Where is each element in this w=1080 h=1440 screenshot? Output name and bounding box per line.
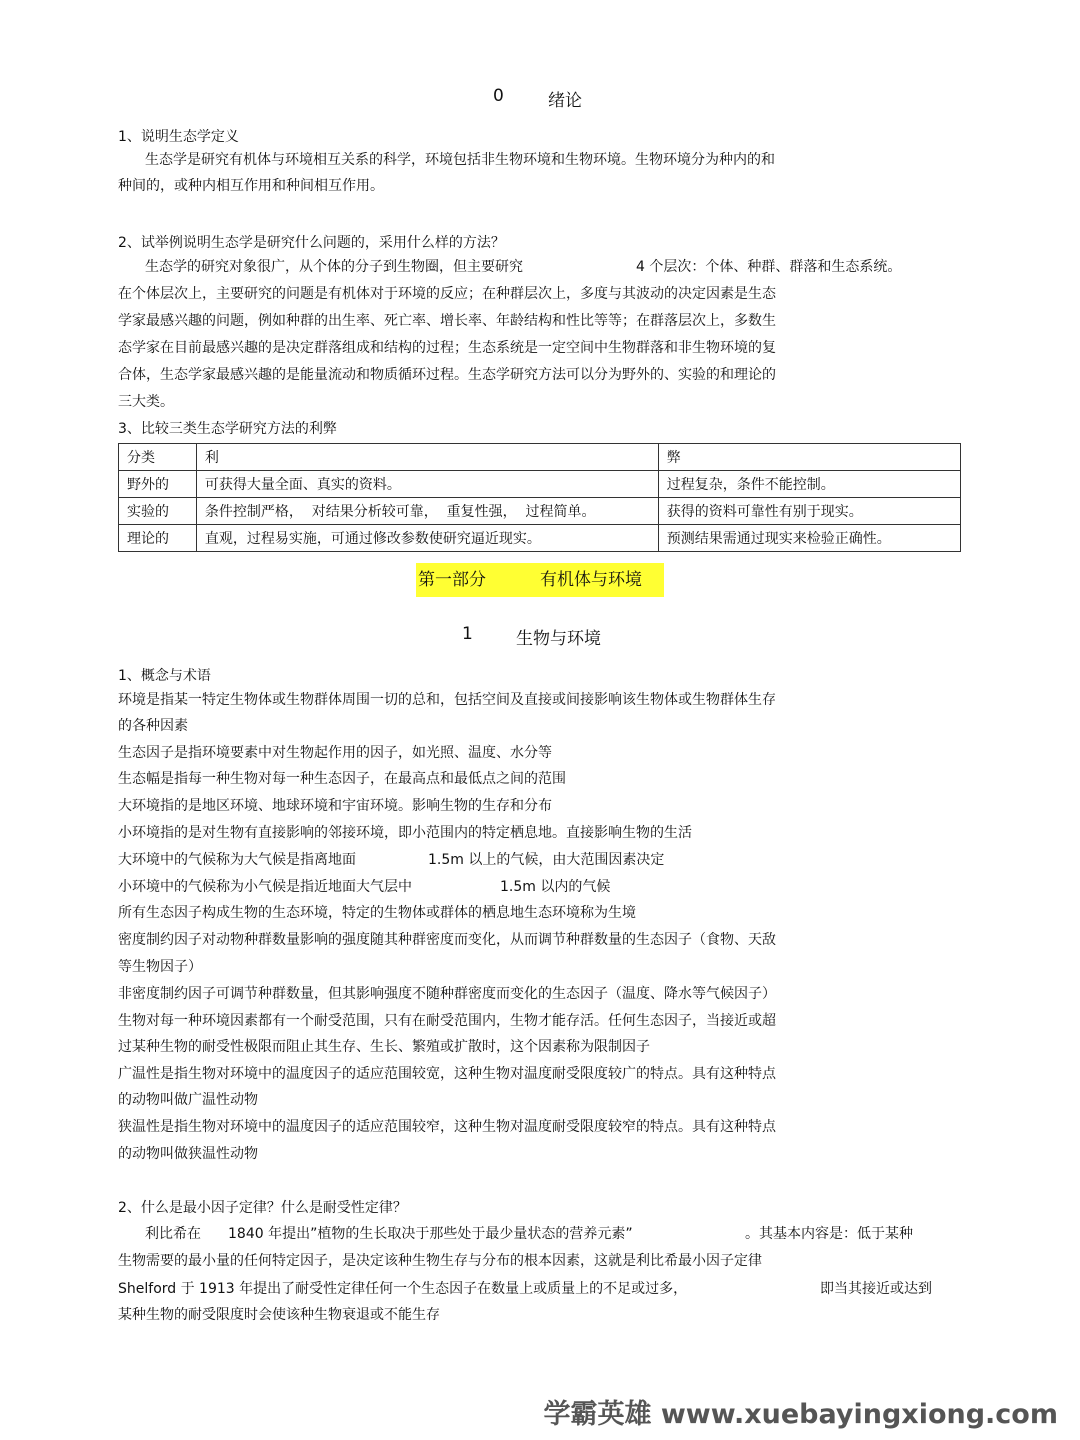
- table-cell: 获得的资料可靠性有别于现实。: [658, 498, 960, 525]
- section-title: 绪论: [548, 91, 582, 111]
- paragraph-line: 的各种因素: [118, 718, 188, 734]
- paragraph-line: 4 个层次：个体、种群、群落和生态系统。: [636, 259, 902, 275]
- table-cell: 预测结果需通过现实来检验正确性。: [658, 525, 960, 552]
- paragraph-line: 大环境中的气候称为大气候是指离地面: [118, 852, 356, 868]
- paragraph-line: Shelford 于 1913 年提出了耐受性定律任何一个生态因子在数量上或质量上的不足或过多，: [118, 1281, 688, 1297]
- part-title: 有机体与环境: [540, 570, 642, 590]
- table-header-cell: 分类: [119, 444, 197, 471]
- paragraph-line: 生态幅是指每一种生物对每一种生态因子，在最高点和最低点之间的范围: [118, 771, 566, 787]
- comparison-table: [118, 443, 961, 552]
- chapter-number: 1: [462, 624, 473, 644]
- chapter-title: 生物与环境: [516, 629, 601, 649]
- part-banner: [416, 563, 664, 597]
- paragraph-line: 生物对每一种环境因素都有一个耐受范围，只有在耐受范围内，生物才能存活。任何生态因子，当接近或超: [118, 1013, 776, 1029]
- table-row: [119, 525, 961, 552]
- table-cell: 可获得大量全面、真实的资料。: [196, 471, 658, 498]
- question-heading: 3、比较三类生态学研究方法的利弊: [118, 421, 337, 437]
- paragraph-line: 广温性是指生物对环境中的温度因子的适应范围较宽，这种生物对温度耐受限度较广的特点。具有这种特点: [118, 1066, 776, 1082]
- table-cell: 条件控制严格， 对结果分析较可靠， 重复性强， 过程简单。: [196, 498, 658, 525]
- paragraph-line: 种间的，或种内相互作用和种间相互作用。: [118, 178, 384, 194]
- paragraph-line: 学家最感兴趣的问题，例如种群的出生率、死亡率、增长率、年龄结构和性比等等；在群落层次上，多数生: [118, 313, 776, 329]
- table-cell: 野外的: [119, 471, 197, 498]
- table-cell: 实验的: [119, 498, 197, 525]
- part-label: 第一部分: [418, 570, 486, 590]
- question-heading: 1、说明生态学定义: [118, 129, 239, 145]
- paragraph-line: 小环境指的是对生物有直接影响的邻接环境，即小范围内的特定栖息地。直接影响生物的生活: [118, 825, 692, 841]
- paragraph-line: 即当其接近或达到: [820, 1281, 932, 1297]
- paragraph-line: 1.5m 以上的气候，由大范围因素决定: [428, 852, 665, 868]
- paragraph-line: 。其基本内容是：低于某种: [745, 1226, 913, 1242]
- paragraph-line: 大环境指的是地区环境、地球环境和宇宙环境。影响生物的生存和分布: [118, 798, 552, 814]
- paragraph-line: 生态学的研究对象很广，从个体的分子到生物圈，但主要研究: [145, 259, 523, 275]
- paragraph-line: 等生物因子）: [118, 959, 202, 975]
- paragraph-line: 1.5m 以内的气候: [500, 879, 611, 895]
- paragraph-line: 狭温性是指生物对环境中的温度因子的适应范围较窄，这种生物对温度耐受限度较窄的特点。具有这种特点: [118, 1119, 776, 1135]
- table-cell: 直观，过程易实施，可通过修改参数使研究逼近现实。: [196, 525, 658, 552]
- paragraph-line: 合体，生态学家最感兴趣的是能量流动和物质循环过程。生态学研究方法可以分为野外的、实验的和理论的: [118, 367, 776, 383]
- paragraph-line: 生态因子是指环境要素中对生物起作用的因子，如光照、温度、水分等: [118, 745, 552, 761]
- paragraph-line: 在个体层次上，主要研究的问题是有机体对于环境的反应；在种群层次上，多度与其波动的决定因素是生态: [118, 286, 776, 302]
- paragraph-line: 生物需要的最小量的任何特定因子，是决定该种生物生存与分布的根本因素，这就是利比希最小因子定律: [118, 1253, 762, 1269]
- paragraph-line: 密度制约因子对动物种群数量影响的强度随其种群密度而变化，从而调节种群数量的生态因子（食物、天敌: [118, 932, 776, 948]
- paragraph-line: 三大类。: [118, 394, 174, 410]
- question-heading: 1、概念与术语: [118, 668, 211, 684]
- table-row: [119, 471, 961, 498]
- paragraph-line: 的动物叫做广温性动物: [118, 1092, 258, 1108]
- paragraph-line: 态学家在目前最感兴趣的是决定群落组成和结构的过程；生态系统是一定空间中生物群落和非生物环境的复: [118, 340, 776, 356]
- paragraph-line: 的动物叫做狭温性动物: [118, 1146, 258, 1162]
- paragraph-line: 过某种生物的耐受性极限而阻止其生存、生长、繁殖或扩散时，这个因素称为限制因子: [118, 1039, 650, 1055]
- paragraph-line: 非密度制约因子可调节种群数量，但其影响强度不随种群密度而变化的生态因子（温度、降水等气候因子）: [118, 986, 776, 1002]
- table-header-row: [119, 444, 961, 471]
- table-header-cell: 利: [196, 444, 658, 471]
- watermark: 学霸英雄 www.xuebayingxiong.com: [543, 1399, 1058, 1430]
- table-cell: 理论的: [119, 525, 197, 552]
- paragraph-line: 生态学是研究有机体与环境相互关系的科学，环境包括非生物环境和生物环境。生物环境分为种内的和: [145, 152, 775, 168]
- section-number: 0: [493, 86, 504, 106]
- question-heading: 2、试举例说明生态学是研究什么问题的，采用什么样的方法？: [118, 235, 505, 251]
- table-row: [119, 498, 961, 525]
- question-heading: 2、什么是最小因子定律？什么是耐受性定律？: [118, 1200, 407, 1216]
- table-header-cell: 弊: [658, 444, 960, 471]
- paragraph-line: 环境是指某一特定生物体或生物群体周围一切的总和，包括空间及直接或间接影响该生物体或生物群体生存: [118, 692, 776, 708]
- table-cell: 过程复杂，条件不能控制。: [658, 471, 960, 498]
- paragraph-line: 利比希在: [145, 1226, 201, 1242]
- paragraph-line: 1840 年提出”植物的生长取决于那些处于最少量状态的营养元素”: [228, 1226, 633, 1242]
- paragraph-line: 所有生态因子构成生物的生态环境，特定的生物体或群体的栖息地生态环境称为生境: [118, 905, 636, 921]
- paragraph-line: 某种生物的耐受限度时会使该种生物衰退或不能生存: [118, 1307, 440, 1323]
- paragraph-line: 小环境中的气候称为小气候是指近地面大气层中: [118, 879, 412, 895]
